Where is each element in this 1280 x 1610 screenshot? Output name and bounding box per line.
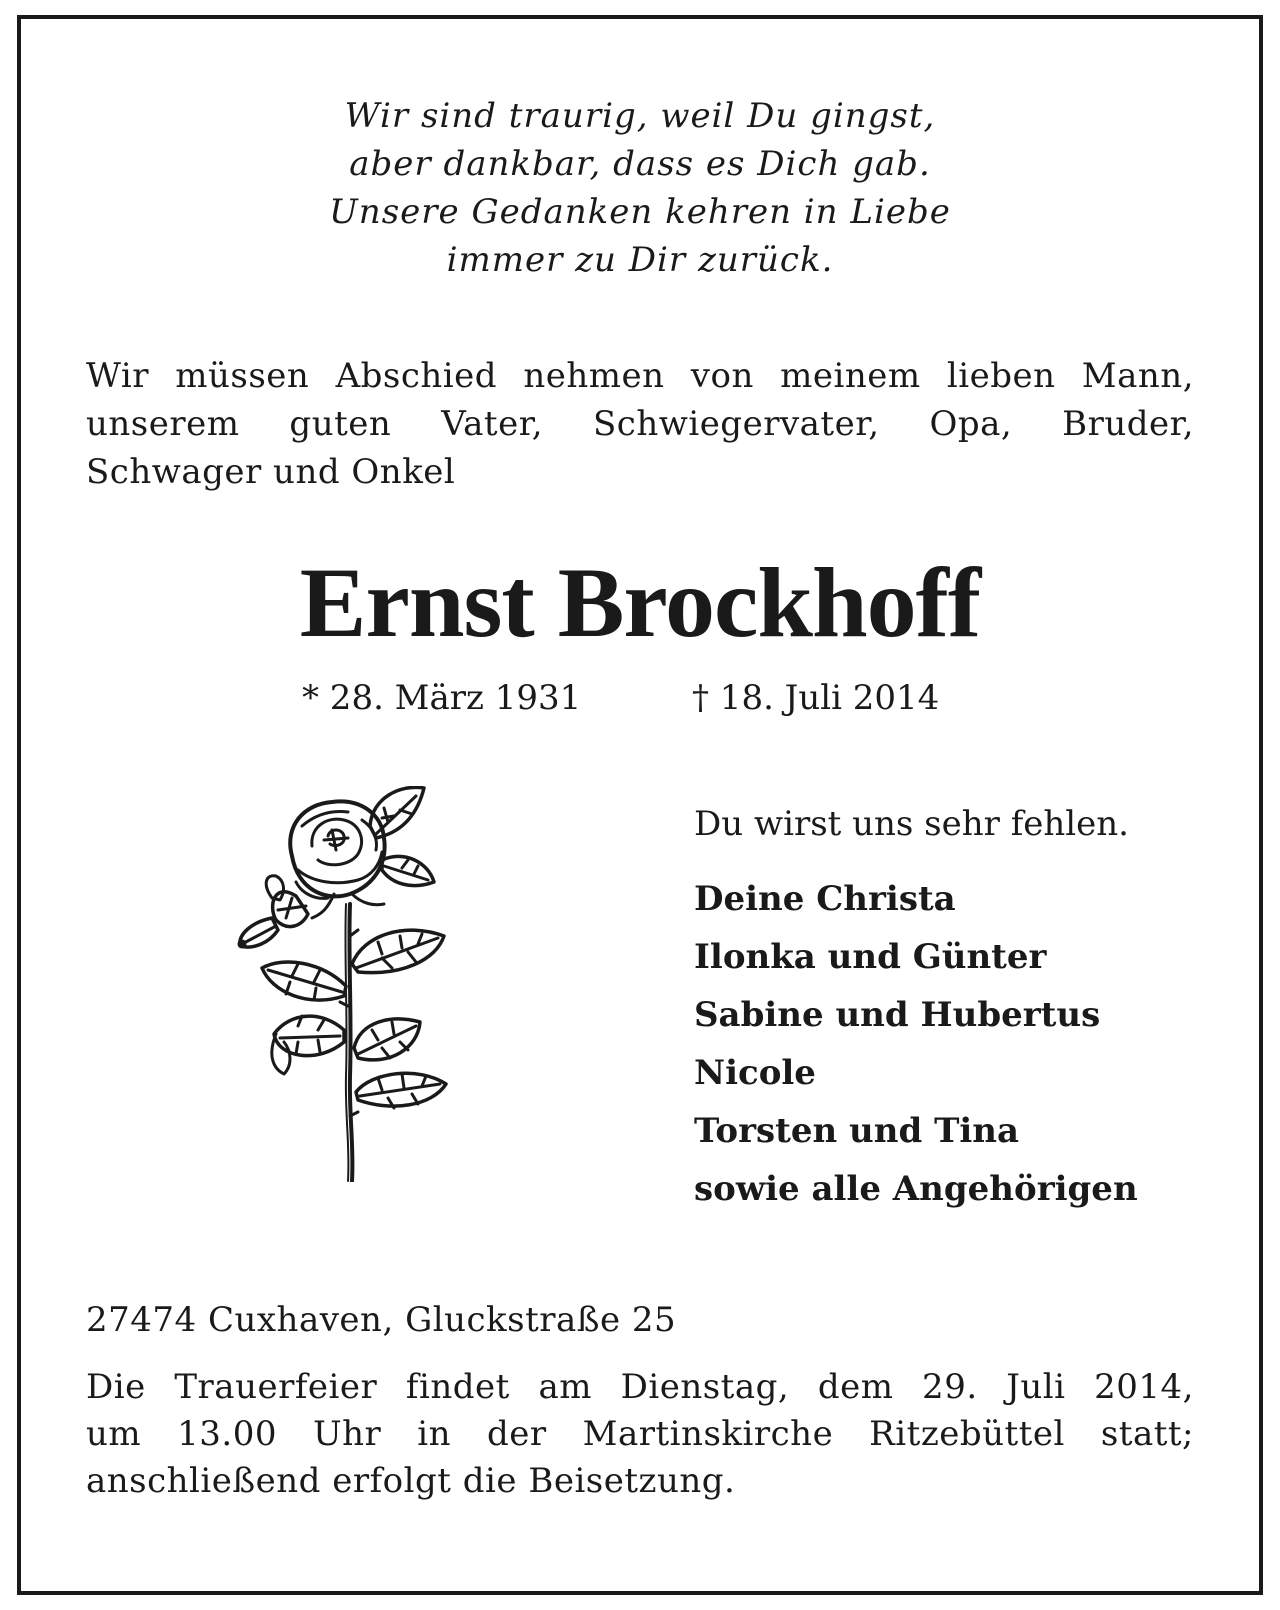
intro-line: Schwager und Onkel (86, 452, 456, 492)
memorial-poem (86, 92, 1194, 284)
address: 27474 Cuxhaven, Gluckstraße 25 (86, 1300, 677, 1340)
ceremony-line: um 13.00 Uhr in der Martinskirche Ritzebüttel statt; (86, 1414, 1194, 1454)
mourner-name: Deine Christa (694, 879, 956, 919)
rose-icon (232, 786, 462, 1182)
ceremony-line: anschließend erfolgt die Beisetzung. (86, 1461, 736, 1501)
mourner-name: sowie alle Angehörigen (694, 1169, 1138, 1209)
mourner-name: Torsten und Tina (694, 1111, 1020, 1151)
mourner-name: Nicole (694, 1053, 816, 1093)
intro-text (86, 352, 1194, 496)
poem-line: immer zu Dir zurück. (446, 240, 834, 280)
poem-line: aber dankbar, dass es Dich gab. (349, 144, 931, 184)
intro-line: unserem guten Vater, Schwiegervater, Opa, Bruder, (86, 404, 1194, 444)
poem-line: Wir sind traurig, weil Du gingst, (344, 96, 936, 136)
ceremony-notice (86, 1364, 1194, 1505)
deceased-name: Ernst Brockhoff (299, 547, 981, 658)
birth-date: * 28. März 1931 (302, 678, 582, 718)
death-date: † 18. Juli 2014 (692, 678, 940, 718)
mourner-name: Ilonka und Günter (694, 937, 1047, 977)
farewell-text: Du wirst uns sehr fehlen. (694, 804, 1129, 844)
mourner-name: Sabine und Hubertus (694, 995, 1101, 1035)
ceremony-line: Die Trauerfeier findet am Dienstag, dem 29. Juli 2014, (86, 1367, 1194, 1407)
intro-line: Wir müssen Abschied nehmen von meinem lieben Mann, (86, 356, 1194, 396)
poem-line: Unsere Gedanken kehren in Liebe (329, 192, 951, 232)
mourners-list (694, 870, 1138, 1218)
